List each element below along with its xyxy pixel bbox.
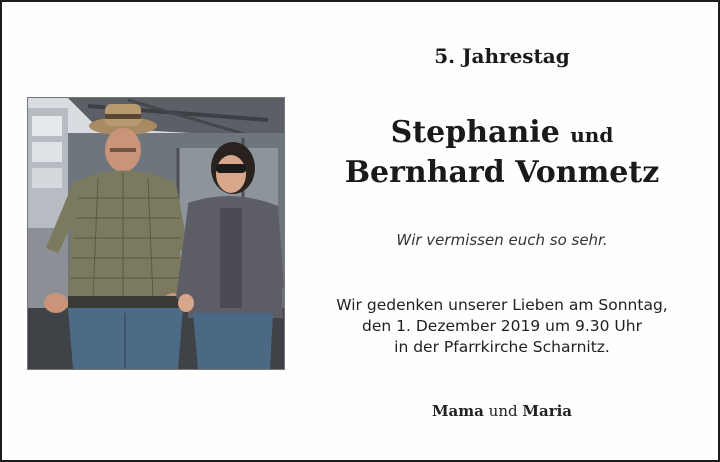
signer-a: Mama — [431, 402, 484, 420]
name-line-1 — [302, 114, 702, 154]
remembrance-line: in der Pfarrkirche Scharnitz. — [394, 338, 610, 356]
anniversary-heading: 5. Jahrestag — [434, 44, 570, 68]
remembrance-line: Wir gedenken unserer Lieben am Sonntag, — [336, 296, 668, 314]
deceased-names — [302, 114, 702, 192]
name-conjunction: und — [570, 123, 614, 147]
first-name: Stephanie — [390, 115, 560, 150]
tagline: Wir vermissen euch so sehr. — [396, 231, 608, 249]
signer-b: Maria — [522, 402, 573, 420]
signature-joiner: und — [488, 402, 518, 420]
name-line-2: Bernhard Vonmetz — [344, 155, 660, 190]
remembrance-line: den 1. Dezember 2019 um 9.30 Uhr — [362, 317, 642, 335]
remembrance-text — [302, 295, 702, 358]
signature — [302, 402, 702, 420]
memorial-photo — [27, 97, 285, 370]
